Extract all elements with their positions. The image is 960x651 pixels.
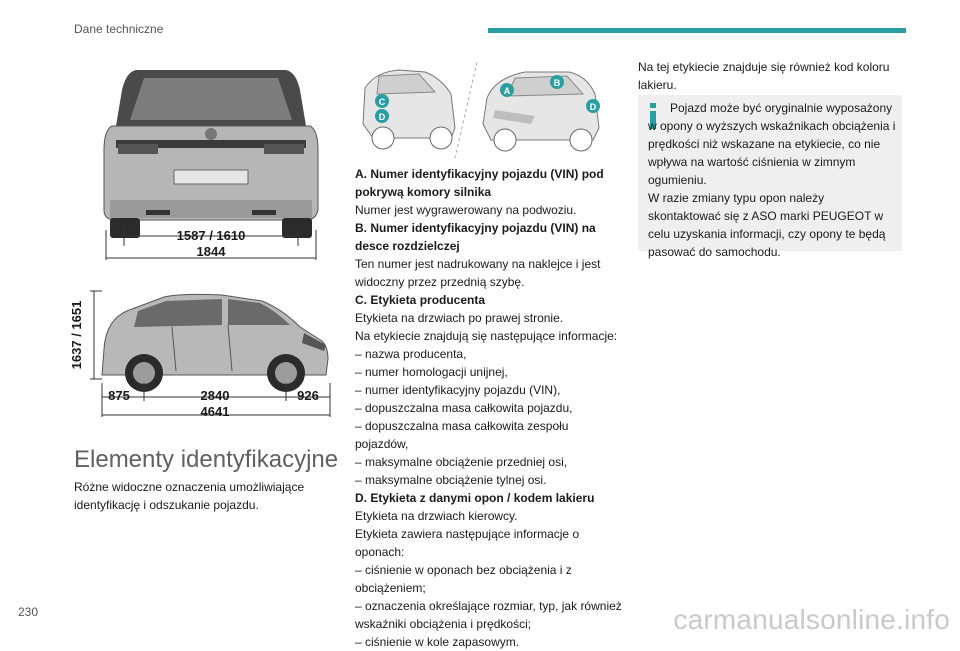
item-d-title: D. Etykieta z danymi opon / kodem lakieru (355, 491, 595, 505)
info-box-text-1: Pojazd może być oryginalnie wyposażony w opony o wyższych wskaźnikach obciążenia i prędkości niż wskazane na etykiecie, co nie wpływa na wartość ciśnienia w zimnym ogumieniu. (648, 101, 896, 187)
watermark: carmanualsonline.info (673, 604, 950, 635)
car-side-illustration (102, 294, 328, 392)
rear-overhang-label: 926 (297, 388, 319, 403)
list-item: – numer homologacji unijnej, (355, 365, 508, 379)
list-item: – oznaczenia określające rozmiar, typ, jak również wskaźniki obciążenia i prędkości; (355, 599, 622, 631)
marker-d-right: D (589, 102, 597, 112)
list-item: – ciśnienie w kole zapasowym. (355, 635, 520, 649)
front-overhang-label: 875 (108, 388, 130, 403)
info-box (638, 95, 902, 259)
identification-locations-figure (355, 58, 605, 162)
vehicle-height-label: 1637 / 1651 (69, 300, 84, 370)
list-item: – dopuszczalna masa całkowita pojazdu, (355, 401, 573, 415)
marker-b: B (553, 78, 561, 88)
wheelbase-label: 2840 (200, 388, 230, 403)
identification-items (355, 165, 625, 651)
marker-c: C (378, 97, 386, 107)
item-c-title: C. Etykieta producenta (355, 293, 486, 307)
marker-d-left: D (378, 112, 386, 122)
item-c-text-2: Na etykiecie znajdują się następujące informacje: (355, 329, 618, 343)
list-item: – numer identyfikacyjny pojazdu (VIN), (355, 383, 561, 397)
color-code-note (638, 58, 900, 94)
section-intro: Różne widoczne oznaczenia umożliwiające identyfikację i odszukanie pojazdu. (74, 480, 305, 512)
rear-track-label: 1587 / 1610 (176, 228, 246, 243)
page-number: 230 (18, 605, 39, 619)
list-item: – dopuszczalna masa całkowita zespołu pojazdów, (355, 419, 569, 451)
marker-a: A (503, 86, 511, 96)
item-d-text-2: Etykieta zawiera następujące informacje o oponach: (355, 527, 580, 559)
car-rear-illustration (104, 70, 318, 238)
item-b-text: Ten numer jest nadrukowany na naklejce i jest widoczny przez przednią szybę. (355, 257, 601, 289)
car-rear-quarter-illustration (363, 70, 455, 149)
car-front-quarter-illustration (483, 72, 599, 151)
rear-width-label: 1844 (196, 244, 226, 259)
list-item: – nazwa producenta, (355, 347, 467, 361)
vehicle-length-label: 4641 (200, 404, 230, 419)
info-box-text-2: W razie zmiany typu opon należy skontaktować się z ASO marki PEUGEOT w celu uzyskania informacji, czy opony te będą pasować do samochodu. (648, 191, 886, 259)
color-code-text: Na tej etykiecie znajduje się również kod koloru lakieru. (638, 60, 890, 92)
list-item: – ciśnienie w oponach bez obciążenia i z obciążeniem; (355, 563, 572, 595)
item-d-text-1: Etykieta na drzwiach kierowcy. (355, 509, 518, 523)
section-title: Elementy identyfikacyjne (74, 446, 339, 473)
running-header: Dane techniczne (74, 22, 164, 36)
info-box-text (648, 99, 896, 261)
list-item: – maksymalne obciążenie tylnej osi. (355, 473, 547, 487)
list-item: – maksymalne obciążenie przedniej osi, (355, 455, 568, 469)
side-view-dimensions-figure (69, 287, 334, 424)
item-c-text-1: Etykieta na drzwiach po prawej stronie. (355, 311, 564, 325)
header-accent-bar (488, 28, 906, 33)
item-b-title: B. Numer identyfikacyjny pojazdu (VIN) na desce rozdzielczej (355, 221, 596, 253)
rear-view-dimensions-figure (96, 60, 326, 272)
item-a-text: Numer jest wygrawerowany na podwoziu. (355, 203, 577, 217)
item-a-title: A. Numer identyfikacyjny pojazdu (VIN) pod pokrywą komory silnika (355, 167, 604, 199)
